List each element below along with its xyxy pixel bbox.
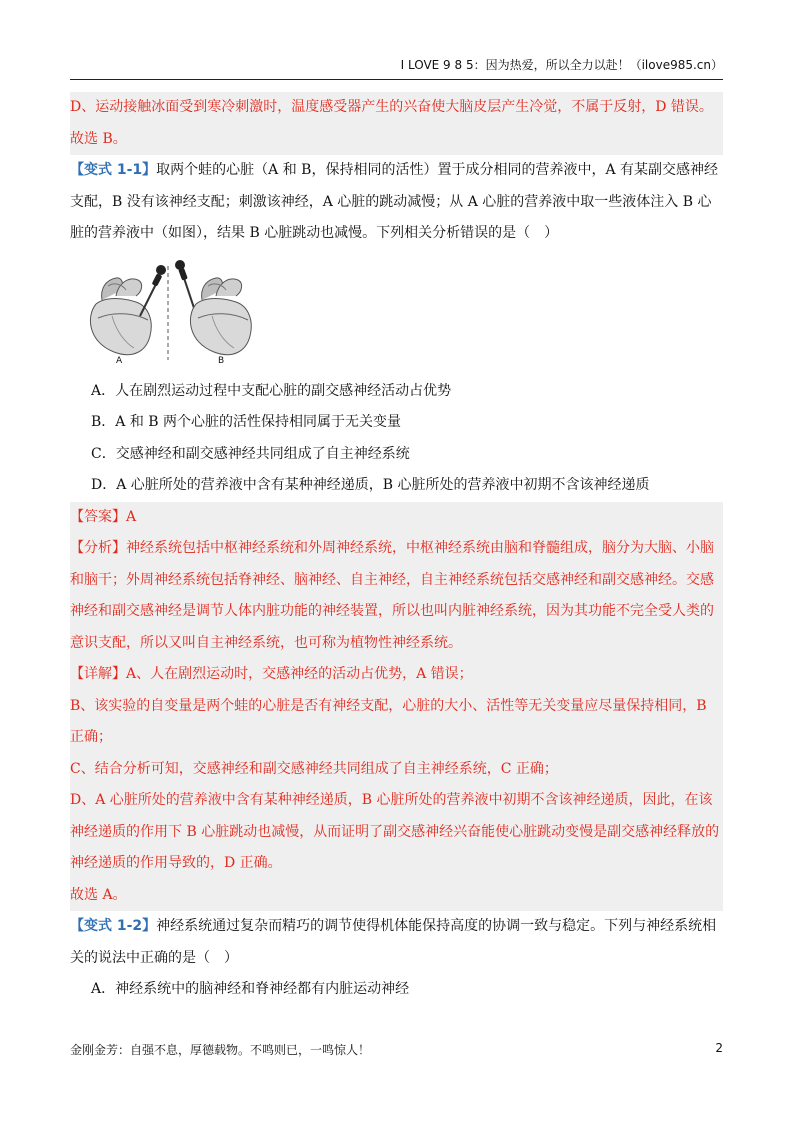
variant-1-1-stem [70,155,723,250]
variant-1-2-stem-text: 神经系统通过复杂而精巧的调节使得机体能保持高度的协调一致与稳定。下列与神经系统相关的说法中正确的是（ ） [70,918,717,966]
detail-c: C、结合分析可知，交感神经和副交感神经共同组成了自主神经系统，C 正确； [70,760,558,777]
solution-conclusion: 故选 A。 [70,886,127,903]
variant-1-2-option-a: A．神经系统中的脑神经和脊神经都有内脏运动神经 [91,981,410,997]
header-text: I LOVE 9 8 5：因为热爱，所以全力以赴！（ilove985.cn） [400,58,723,72]
detail-a-text: A、人在剧烈运动时，交感神经的活动占优势，A 错误； [126,666,473,682]
footer-motto: 金刚金芳：自强不息，厚德载物。不鸣则已，一鸣惊人！ [70,1043,371,1057]
page-header [70,56,723,80]
prev-detail-d: D、运动接触冰面受到寒冷刺激时，温度感受器产生的兴奋使大脑皮层产生冷觉，不属于反射，D 错误。 [70,99,713,115]
analysis-text: 神经系统包括中枢神经系统和外周神经系统，中枢神经系统由脑和脊髓组成，脑分为大脑、小脑和脑干；外周神经系统包括脊神经、脑神经、自主神经，自主神经系统包括交感神经和副交感神经。交感神经和副交感神经是调节人体内脏功能的神经装置，所以也叫内脏神经系统，因为其功能不完全受人类的意识支配，所以又叫自主神经系统，也可称为植物性神经系统。 [70,540,714,651]
variant-1-1-solution [70,502,723,912]
variant-1-1-stem-text: 取两个蛙的心脏（A 和 B，保持相同的活性）置于成分相同的营养液中，A 有某副交感神经支配，B 没有该神经支配；刺激该神经，A 心脏的跳动减慢；从 A 心脏的营养液中取一些液体注入 B 心脏的营养液中（如图），结果 B 心脏跳动也减慢。下列相关分析错误的是（ ） [70,162,719,241]
option-a: A．人在剧烈运动过程中支配心脏的副交感神经活动占优势 [91,382,452,399]
variant-1-1-options [70,376,723,502]
analysis-tag: 【分析】 [70,540,126,556]
prev-conclusion: 故选 B。 [70,130,127,147]
page-footer [70,1041,723,1058]
analysis-paragraph [70,533,723,659]
option-c: C．交感神经和副交感神经共同组成了自主神经系统 [91,445,410,462]
option-d: D．A 心脏所处的营养液中含有某种神经递质，B 心脏所处的营养液中初期不含该神经递质 [91,477,650,493]
frog-heart-illustration [72,256,264,366]
answer-value: A [126,508,137,525]
frog-heart-figure [72,256,264,366]
detail-b: B、该实验的自变量是两个蛙的心脏是否有神经支配，心脏的大小、活性等无关变量应尽量保持相同，B 正确； [70,697,707,745]
detail-a [70,659,723,691]
previous-answer-block [70,92,723,155]
variant-1-2-tag: 【变式 1-2】 [70,918,157,934]
page-content [70,92,723,1006]
option-b: B．A 和 B 两个心脏的活性保持相同属于无关变量 [91,414,402,430]
detail-tag: 【详解】 [70,666,126,682]
page-number: 2 [715,1041,723,1055]
heart-a-label: A [116,355,123,366]
variant-1-2-stem [70,911,723,974]
heart-b-label: B [218,355,225,366]
variant-1-1-tag: 【变式 1-1】 [70,162,157,178]
answer-line [70,502,723,534]
detail-d: D、A 心脏所处的营养液中含有某种神经递质，B 心脏所处的营养液中初期不含该神经递质，因此，在该神经递质的作用下 B 心脏跳动也减慢，从而证明了副交感神经兴奋能使心脏跳动变慢是副交感神经释放的神经递质的作用导致的，D 正确。 [70,792,720,871]
answer-tag: 【答案】 [70,508,126,525]
